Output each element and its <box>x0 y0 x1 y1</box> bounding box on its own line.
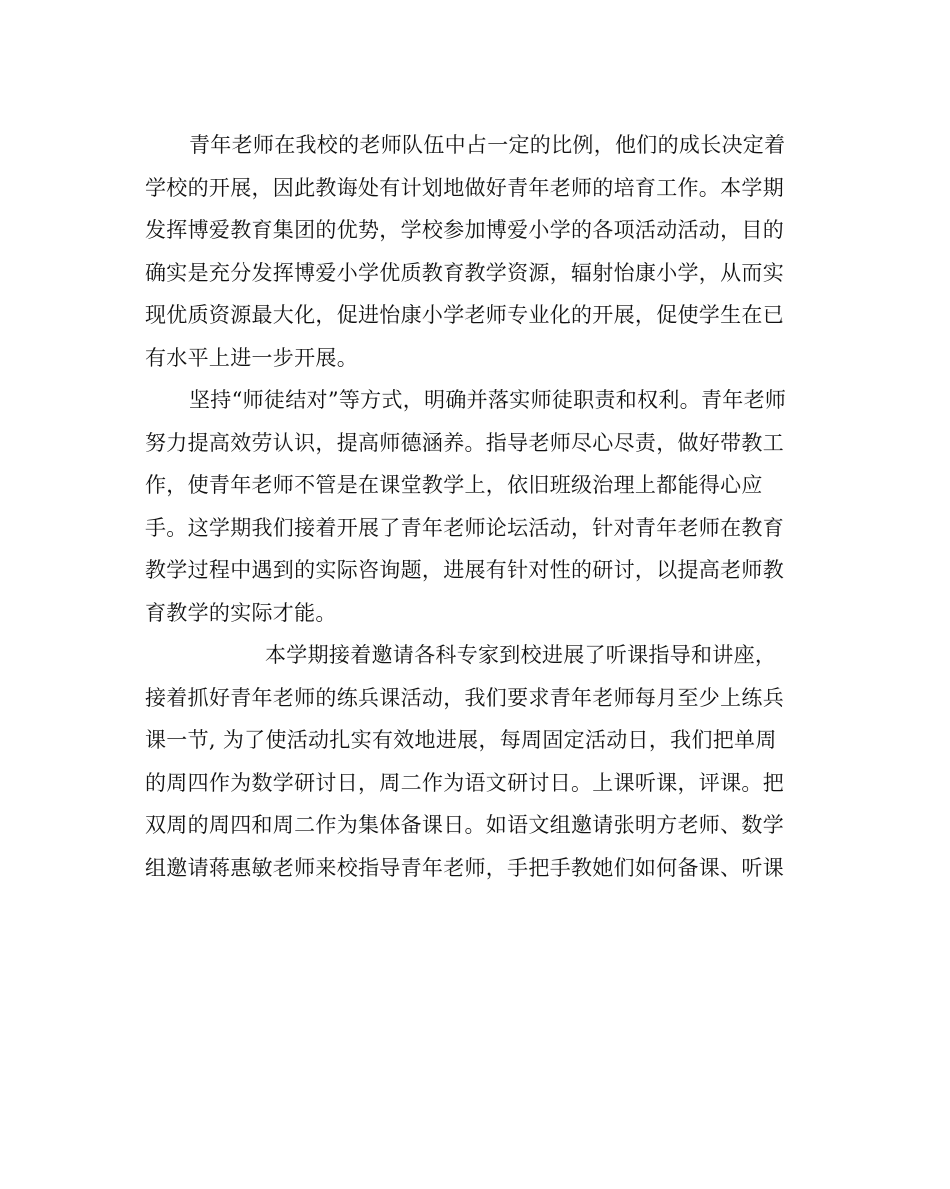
text-line: 接着抓好青年老师的练兵课活动，我们要求青年老师每月至少上练兵 <box>145 685 784 710</box>
paragraph-1 <box>145 124 805 379</box>
text-line: 青年老师在我校的老师队伍中占一定的比例，他们的成长决定着 <box>189 133 786 157</box>
text-line: 有水平上进一步开展。 <box>145 345 358 370</box>
text-line: 教学过程中遇到的实际咨询题，进展有针对性的研讨，以提高老师教 <box>145 558 784 582</box>
text-line: 现优质资源最大化，促进怡康小学老师专业化的开展，促使学生在已 <box>145 303 784 327</box>
text-line: 本学期接着邀请各科专家到校进展了听课指导和讲座， <box>265 643 777 667</box>
text-line: 学校的开展，因此教诲处有计划地做好青年老师的培育工作。本学期 <box>145 175 784 200</box>
text-line: 作，使青年老师不管是在课堂教学上，依旧班级治理上都能得心应 <box>145 473 763 497</box>
text-line: 确实是充分发挥博爱小学优质教育教学资源，辐射怡康小学，从而实 <box>145 260 784 285</box>
text-line: 的周四作为数学研讨日，周二作为语文研讨日。上课听课，评课。把 <box>145 770 784 795</box>
text-line: 手。这学期我们接着开展了青年老师论坛活动，针对青年老师在教育 <box>145 515 784 540</box>
paragraph-2 <box>145 379 805 634</box>
text-line: 组邀请蒋惠敏老师来校指导青年老师，手把手教她们如何备课、听课 <box>145 855 784 880</box>
document-body <box>145 124 805 889</box>
text-line: 双周的周四和周二作为集体备课日。如语文组邀请张明方老师、数学 <box>145 813 784 837</box>
text-line: 育教学的实际才能。 <box>145 600 337 625</box>
text-line: 坚持“师徒结对”等方式，明确并落实师徒职责和权利。青年老师 <box>189 388 787 412</box>
text-line: 努力提高效劳认识，提高师德涵养。指导老师尽心尽责，做好带教工 <box>145 430 784 455</box>
paragraph-3 <box>145 634 805 889</box>
text-line: 发挥博爱教育集团的优势，学校参加博爱小学的各项活动活动，目的 <box>145 218 784 242</box>
text-line: 课一节, 为了使活动扎实有效地进展，每周固定活动日，我们把单周 <box>145 728 777 752</box>
